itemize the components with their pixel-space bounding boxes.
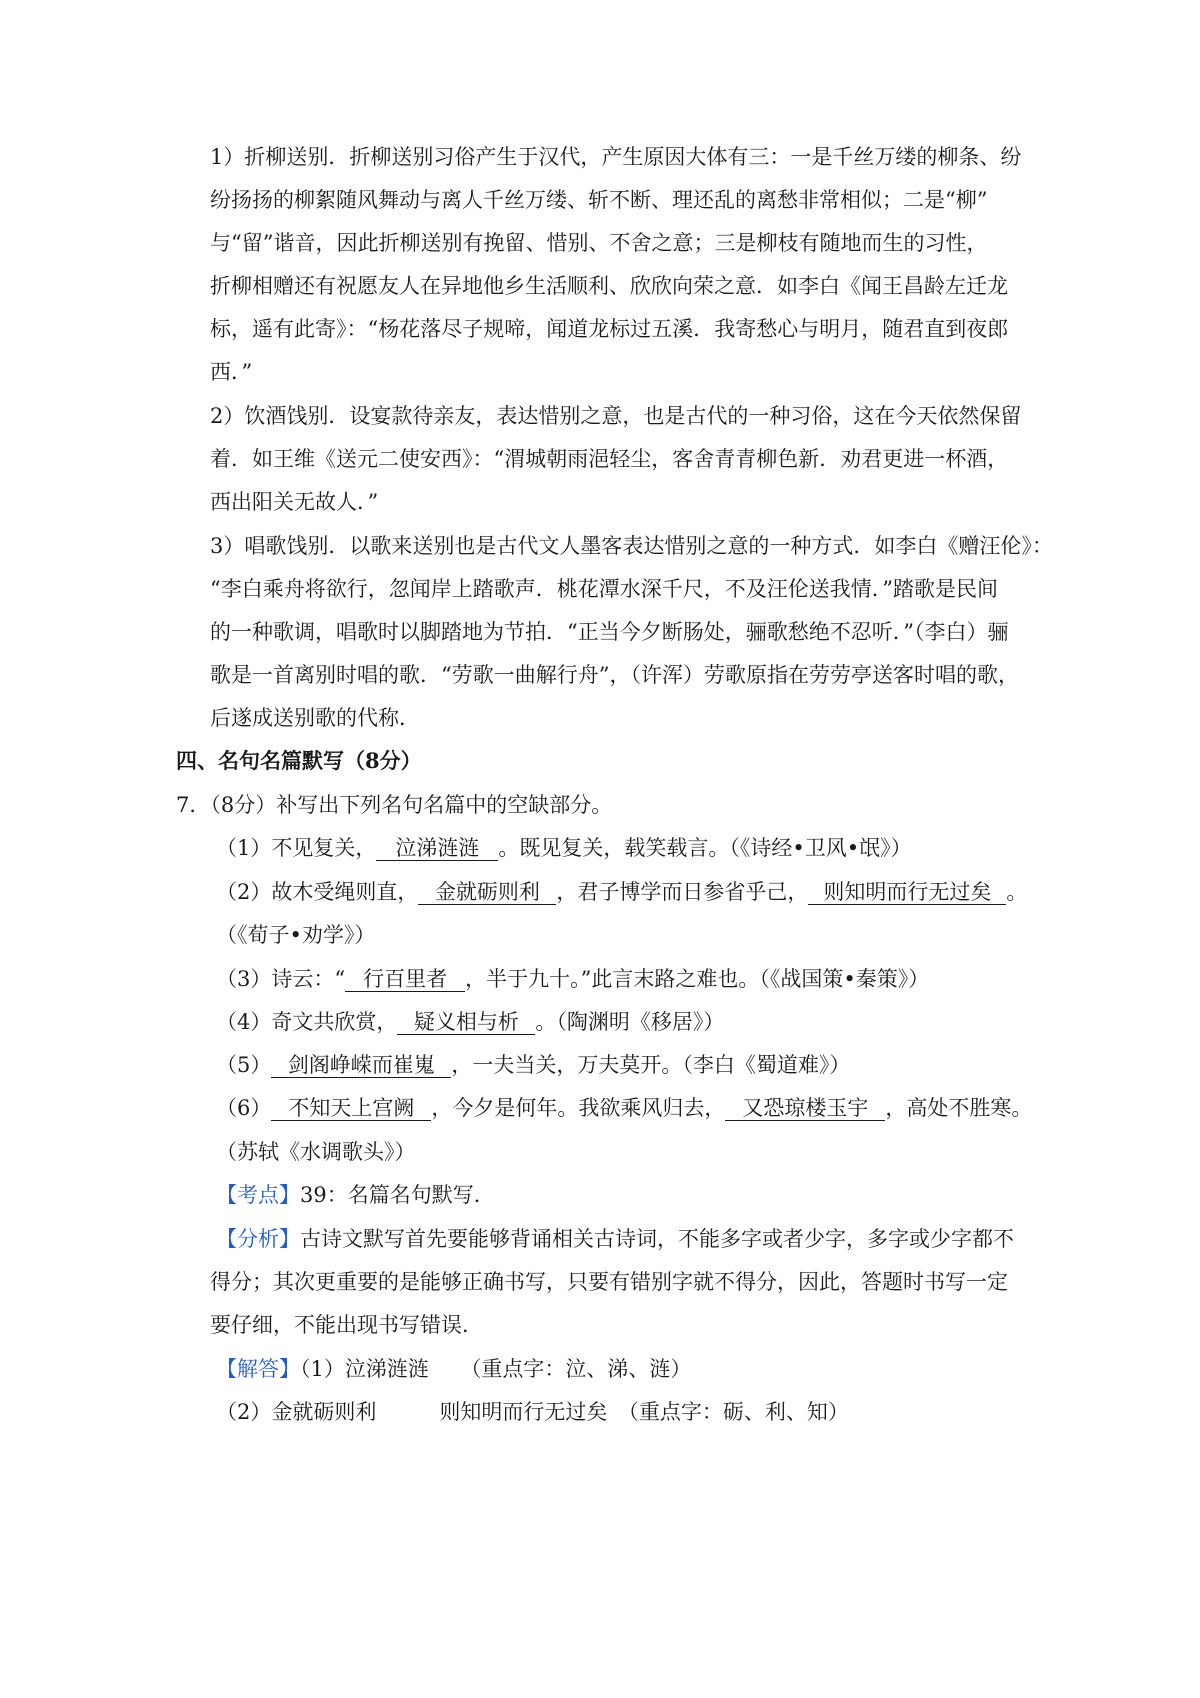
answer-blank: 疑义相与析	[397, 1010, 535, 1035]
passage-line: 3）唱歌饯别．以歌来送别也是古代文人墨客表达惜别之意的一种方式．如李白《赠汪伦》：	[210, 534, 1053, 558]
passage-line: 2）饮酒饯别．设宴款待亲友，表达惜别之意，也是古代的一种习俗，这在今天依然保留	[210, 404, 1022, 428]
answer-blank: 行百里者	[345, 967, 465, 992]
passage-line: 着．如王维《送元二使安西》：“渭城朝雨浥轻尘，客舍青青柳色新．劝君更进一杯酒，	[210, 447, 1009, 471]
fenxi-line: 要仔细，不能出现书写错误．	[210, 1313, 483, 1337]
fill-item-1: （1）不见复关， 泣涕涟涟 。既见复关，载笑载言。（《诗经•卫风•氓》）	[216, 836, 912, 860]
answer-blank: 不知天上宫阙	[271, 1096, 431, 1121]
passage-line: “李白乘舟将欲行，忽闻岸上踏歌声．桃花潭水深千尺，不及汪伦送我情．”踏歌是民间	[210, 577, 998, 601]
section-heading: 四、名句名篇默写（8分）	[176, 748, 422, 773]
fenxi-line: 得分；其次更重要的是能够正确书写，只要有错别字就不得分，因此，答题时书写一定	[210, 1270, 1008, 1294]
passage-line: 与“留”谐音，因此折柳送别有挽留、惜别、不舍之意；三是柳枝有随地而生的习性，	[210, 231, 988, 255]
answer-blank: 剑阁峥嵘而崔嵬	[271, 1053, 451, 1078]
passage-line: 标，遥有此寄》：“杨花落尽子规啼，闻道龙标过五溪．我寄愁心与明月，随君直到夜郎	[210, 317, 1009, 341]
kaodian-line: 【考点】39：名篇名句默写．	[216, 1183, 495, 1207]
passage-line: 的一种歌调，唱歌时以脚踏地为节拍．“正当今夕断肠处，骊歌愁绝不忍听．”（李白）骊	[210, 620, 1009, 644]
fill-item-6-source: （苏轼《水调歌头》）	[216, 1140, 416, 1164]
fill-item-4: （4）奇文共欣赏， 疑义相与析 。（陶渊明《移居》）	[216, 1010, 725, 1034]
passage-line: 西出阳关无故人．”	[210, 490, 379, 514]
fill-item-3: （3）诗云：“ 行百里者 ，半于九十。”此言末路之难也。（《战国策•秦策》）	[216, 967, 930, 991]
answer-blank: 又恐琼楼玉宇	[725, 1096, 885, 1121]
passage-line: 歌是一首离别时唱的歌．“劳歌一曲解行舟”，（许浑）劳歌原指在劳劳亭送客时唱的歌，	[210, 663, 1019, 687]
fill-item-2-source: （《荀子•劝学》）	[216, 923, 376, 947]
answer-blank: 泣涕涟涟	[376, 836, 498, 861]
jieda-line: （2）金就砺则利 则知明而行无过矣 （重点字：砺、利、知）	[216, 1400, 849, 1424]
passage-line: 西．”	[210, 360, 253, 384]
fenxi-line: 【分析】古诗文默写首先要能够背诵相关古诗词，不能多字或者少字，多字或少字都不	[216, 1227, 1014, 1251]
fill-item-5: （5） 剑阁峥嵘而崔嵬 ，一夫当关，万夫莫开。（李白《蜀道难》）	[216, 1053, 851, 1077]
fill-item-6: （6） 不知天上宫阙 ，今夕是何年。我欲乘风归去， 又恐琼楼玉宇 ，高处不胜寒。	[216, 1096, 1033, 1120]
fill-item-2: （2）故木受绳则直， 金就砺则利 ，君子博学而日参省乎己， 则知明而行无过矣 。	[216, 880, 1028, 904]
fenxi-tag: 【分析】	[216, 1227, 300, 1251]
answer-blank: 金就砺则利	[418, 880, 556, 905]
passage-line: 纷扬扬的柳絮随风舞动与离人千丝万缕、斩不断、理还乱的离愁非常相似；二是“柳”	[210, 188, 988, 212]
question-stem: 7．（8分）补写出下列名句名篇中的空缺部分。	[176, 793, 613, 817]
passage-line: 1）折柳送别．折柳送别习俗产生于汉代，产生原因大体有三：一是千丝万缕的柳条、纷	[210, 145, 1022, 169]
kaodian-tag: 【考点】	[216, 1183, 300, 1207]
passage-line: 折柳相赠还有祝愿友人在异地他乡生活顺利、欣欣向荣之意．如李白《闻王昌龄左迁龙	[210, 274, 1008, 298]
passage-line: 后遂成送别歌的代称．	[210, 706, 420, 730]
jieda-line: 【解答】（1）泣涕涟涟 （重点字：泣、涕、涟）	[216, 1357, 692, 1381]
answer-blank: 则知明而行无过矣	[808, 880, 1006, 905]
jieda-tag: 【解答】	[216, 1357, 300, 1381]
